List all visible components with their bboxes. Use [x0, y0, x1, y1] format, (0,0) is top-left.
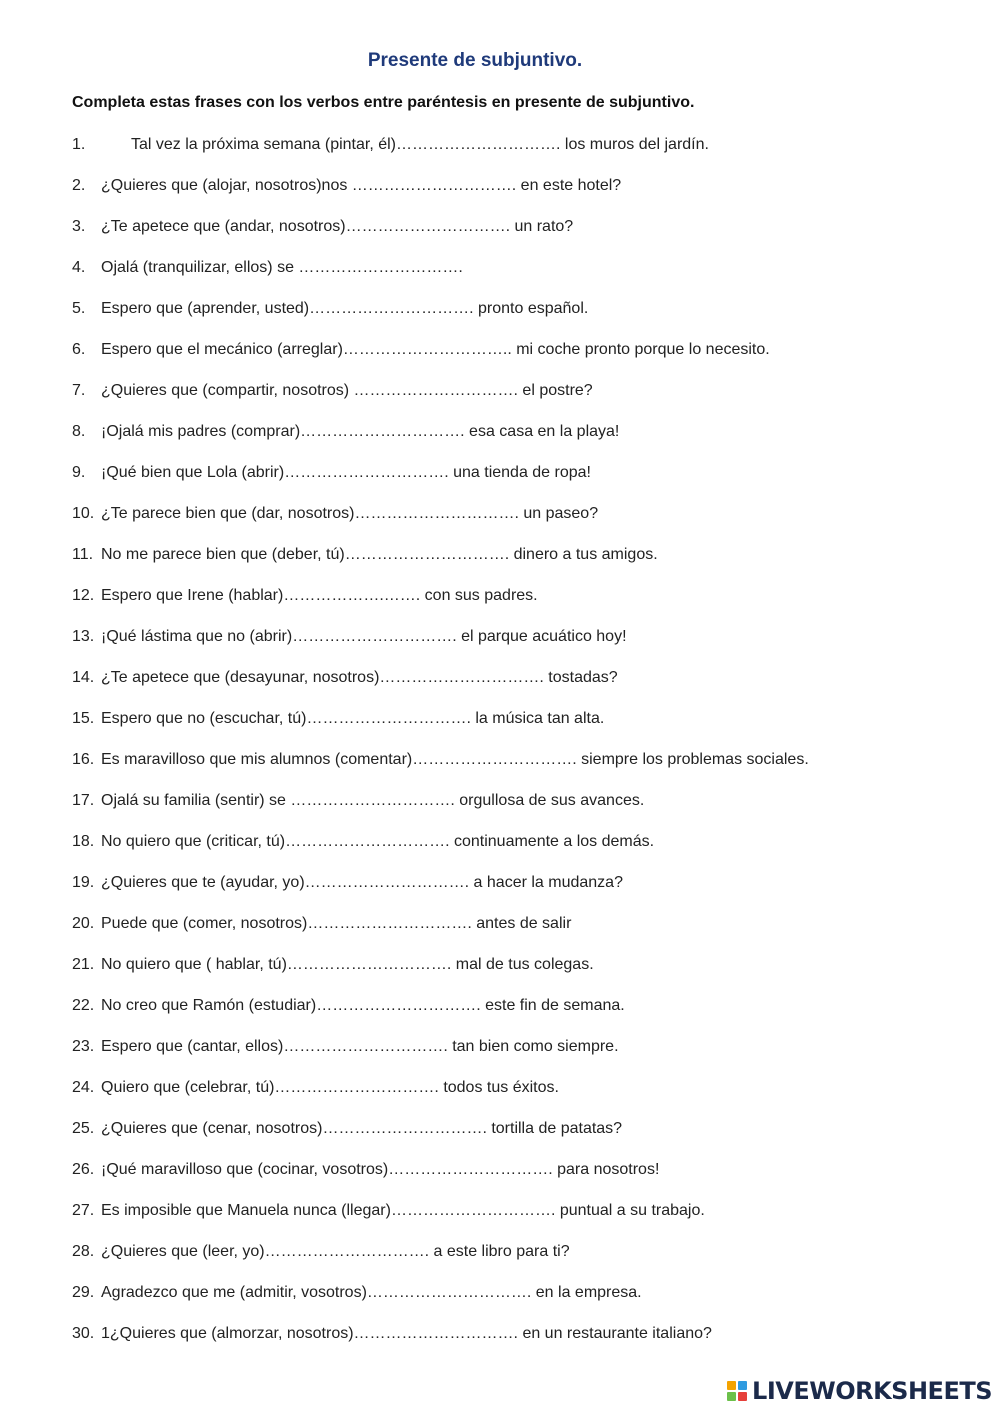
- exercise-text: Espero que (aprender, usted)…………………………. pronto español.: [101, 300, 589, 317]
- exercise-number: 29.: [72, 1284, 95, 1301]
- logo-square: [738, 1392, 747, 1401]
- exercise-item: [72, 173, 952, 214]
- exercise-number: 17.: [72, 792, 95, 809]
- exercise-text: No quiero que ( hablar, tú)…………………………. mal de tus colegas.: [101, 956, 594, 973]
- exercise-text: No quiero que (criticar, tú)…………………………. continuamente a los demás.: [101, 833, 655, 850]
- exercise-number: 4.: [72, 259, 86, 276]
- exercise-item: [72, 952, 952, 993]
- exercise-number: 23.: [72, 1038, 95, 1055]
- exercise-number: 25.: [72, 1120, 95, 1137]
- exercise-item: [72, 583, 952, 624]
- exercise-item: [72, 1321, 952, 1362]
- exercise-text: Puede que (comer, nosotros)…………………………. antes de salir: [101, 915, 572, 932]
- exercise-number: 2.: [72, 177, 86, 194]
- exercise-item: [72, 1157, 952, 1198]
- exercise-item: [72, 214, 952, 255]
- instructions: Completa estas frases con los verbos entre paréntesis en presente de subjuntivo.: [72, 94, 695, 111]
- exercise-item: [72, 460, 952, 501]
- exercise-item: [72, 911, 952, 952]
- exercise-number: 12.: [72, 587, 95, 604]
- exercise-number: 9.: [72, 464, 86, 481]
- exercise-item: [72, 665, 952, 706]
- exercise-item: [72, 1116, 952, 1157]
- exercise-text: ¿Te apetece que (andar, nosotros)…………………………. un rato?: [101, 218, 574, 235]
- liveworksheets-logo-icon: [727, 1381, 747, 1401]
- logo-text: LIVEWORKSHEETS: [752, 1377, 992, 1405]
- liveworksheets-logo: [727, 1377, 992, 1405]
- exercise-text: Espero que no (escuchar, tú)…………………………. la música tan alta.: [101, 710, 605, 727]
- exercise-item: [72, 870, 952, 911]
- exercise-text: Agradezco que me (admitir, vosotros)…………………………. en la empresa.: [101, 1284, 642, 1301]
- exercise-text: ¡Qué maravilloso que (cocinar, vosotros)…………………………. para nosotros!: [101, 1161, 660, 1178]
- exercise-number: 10.: [72, 505, 95, 522]
- exercise-number: 3.: [72, 218, 86, 235]
- exercise-text: Espero que el mecánico (arreglar)………………………….. mi coche pronto porque lo necesito.: [101, 341, 770, 358]
- exercise-number: 18.: [72, 833, 95, 850]
- exercise-text: ¡Ojalá mis padres (comprar)…………………………. esa casa en la playa!: [101, 423, 620, 440]
- exercise-item: [72, 624, 952, 665]
- exercise-number: 30.: [72, 1325, 95, 1342]
- logo-square: [738, 1381, 747, 1390]
- exercise-number: 1.: [72, 136, 86, 153]
- exercise-item: [72, 419, 952, 460]
- exercise-item: [72, 1239, 952, 1280]
- exercise-item: [72, 296, 952, 337]
- exercise-item: [72, 1280, 952, 1321]
- exercise-text: Es maravilloso que mis alumnos (comentar)…………………………. siempre los problemas sociales.: [101, 751, 809, 768]
- exercise-text: No creo que Ramón (estudiar)…………………………. este fin de semana.: [101, 997, 625, 1014]
- exercise-text: ¿Quieres que (compartir, nosotros) …………………………. el postre?: [101, 382, 593, 399]
- exercise-number: 22.: [72, 997, 95, 1014]
- exercise-item: [72, 132, 952, 173]
- exercise-item: [72, 1034, 952, 1075]
- exercise-item: [72, 337, 952, 378]
- exercise-number: 7.: [72, 382, 86, 399]
- exercise-item: [72, 788, 952, 829]
- exercise-item: [72, 501, 952, 542]
- exercise-number: 19.: [72, 874, 95, 891]
- exercise-item: [72, 1075, 952, 1116]
- exercise-text: Tal vez la próxima semana (pintar, él)…………………………. los muros del jardín.: [131, 136, 709, 153]
- exercise-number: 28.: [72, 1243, 95, 1260]
- exercise-number: 26.: [72, 1161, 95, 1178]
- exercise-text: ¡Qué lástima que no (abrir)…………………………. el parque acuático hoy!: [101, 628, 627, 645]
- exercise-item: [72, 542, 952, 583]
- exercise-item: [72, 993, 952, 1034]
- exercise-text: ¿Quieres que te (ayudar, yo)…………………………. a hacer la mudanza?: [101, 874, 623, 891]
- exercise-number: 13.: [72, 628, 95, 645]
- exercise-text: ¿Te apetece que (desayunar, nosotros)…………………………. tostadas?: [101, 669, 618, 686]
- exercise-number: 11.: [72, 546, 94, 563]
- exercise-number: 16.: [72, 751, 95, 768]
- exercise-text: ¿Quieres que (leer, yo)…………………………. a este libro para ti?: [101, 1243, 570, 1260]
- exercise-text: ¡Qué bien que Lola (abrir)…………………………. una tienda de ropa!: [101, 464, 591, 481]
- exercise-text: Ojalá su familia (sentir) se …………………………. orgullosa de sus avances.: [101, 792, 645, 809]
- exercise-text: ¿Quieres que (alojar, nosotros)nos …………………………. en este hotel?: [101, 177, 622, 194]
- exercise-number: 14.: [72, 669, 95, 686]
- exercise-item: [72, 829, 952, 870]
- exercise-number: 5.: [72, 300, 86, 317]
- exercise-item: [72, 255, 952, 296]
- exercise-number: 8.: [72, 423, 86, 440]
- exercise-item: [72, 378, 952, 419]
- exercise-text: ¿Te parece bien que (dar, nosotros)…………………………. un paseo?: [101, 505, 599, 522]
- exercise-text: 1¿Quieres que (almorzar, nosotros)…………………………. en un restaurante italiano?: [101, 1325, 712, 1342]
- exercise-number: 21.: [72, 956, 95, 973]
- exercise-text: Espero que (cantar, ellos)…………………………. tan bien como siempre.: [101, 1038, 619, 1055]
- page-title: Presente de subjuntivo.: [367, 50, 583, 71]
- exercise-number: 15.: [72, 710, 95, 727]
- exercise-item: [72, 706, 952, 747]
- exercise-text: ¿Quieres que (cenar, nosotros)…………………………. tortilla de patatas?: [101, 1120, 623, 1137]
- exercise-number: 24.: [72, 1079, 95, 1096]
- exercise-item: [72, 1198, 952, 1239]
- exercise-text: Quiero que (celebrar, tú)…………………………. todos tus éxitos.: [101, 1079, 559, 1096]
- exercise-number: 27.: [72, 1202, 95, 1219]
- logo-square: [727, 1381, 736, 1390]
- exercise-number: 20.: [72, 915, 95, 932]
- exercise-item: [72, 747, 952, 788]
- exercise-number: 6.: [72, 341, 86, 358]
- logo-square: [727, 1392, 736, 1401]
- exercise-text: No me parece bien que (deber, tú)…………………………. dinero a tus amigos.: [101, 546, 658, 563]
- exercise-text: Espero que Irene (hablar)……………….……. con sus padres.: [101, 587, 538, 604]
- exercise-list: [72, 132, 952, 1362]
- exercise-text: Es imposible que Manuela nunca (llegar)…………………………. puntual a su trabajo.: [101, 1202, 705, 1219]
- exercise-text: Ojalá (tranquilizar, ellos) se ………………………….: [101, 259, 463, 276]
